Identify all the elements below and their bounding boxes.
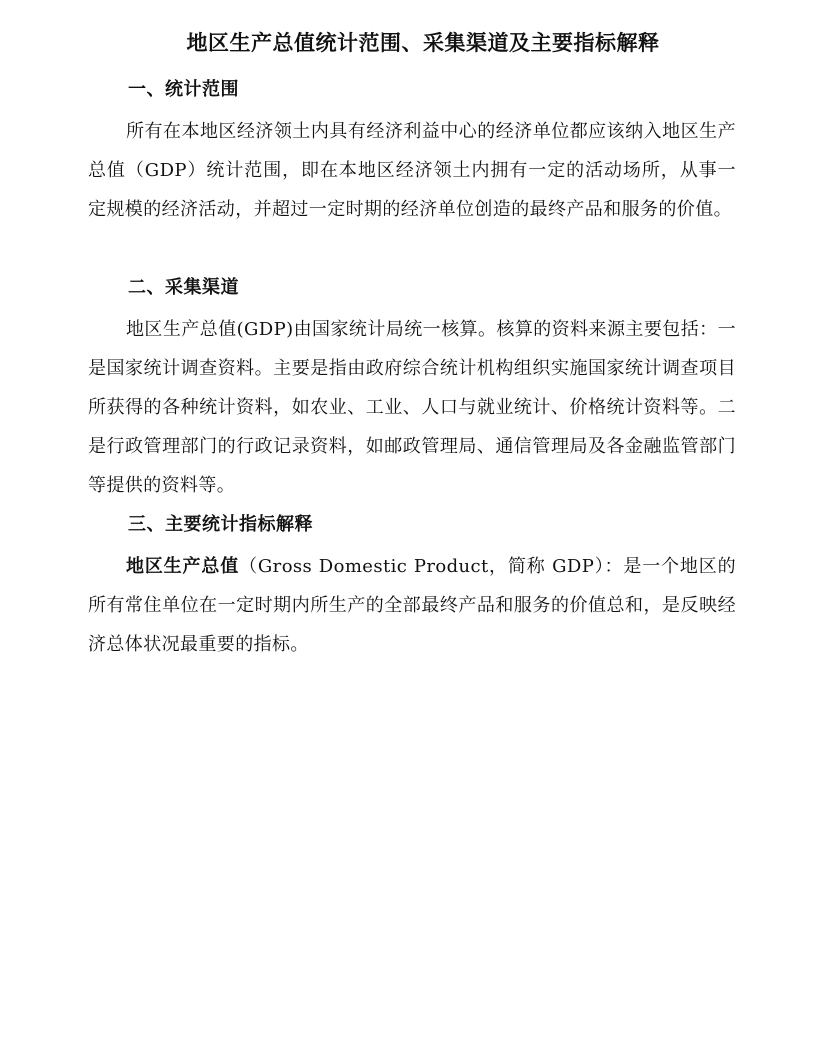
section-paragraph-indicators [88, 547, 736, 664]
section-paragraph-channels: 地区生产总值(GDP)由国家统计局统一核算。核算的资料来源主要包括：一是国家统计调查资料。主要是指由政府综合统计机构组织实施国家统计调查项目所获得的各种统计资料，如农业、工业、人口与就业统计、价格统计资料等。二是行政管理部门的行政记录资料，如邮政管理局、通信管理局及各金融监管部门等提供的资料等。 [88, 319, 736, 496]
document-title: 地区生产总值统计范围、采集渠道及主要指标解释 [186, 31, 660, 55]
indicator-definition: （Gross Domestic Product，简称 GDP）：是一个地区的所有常住单位在一定时期内所生产的全部最终产品和服务的价值总和，是反映经济总体状况最重要的指标。 [88, 556, 736, 655]
section-heading-scope: 一、统计范围 [128, 79, 239, 100]
section-heading-channels: 二、采集渠道 [128, 277, 239, 298]
section-paragraph-scope: 所有在本地区经济领土内具有经济利益中心的经济单位都应该纳入地区生产总值（GDP）统计范围，即在本地区经济领土内拥有一定的活动场所，从事一定规模的经济活动，并超过一定时期的经济单位创造的最终产品和服务的价值。 [88, 121, 736, 220]
section-heading-indicators: 三、主要统计指标解释 [128, 514, 313, 535]
indicator-term: 地区生产总值 [126, 556, 240, 577]
